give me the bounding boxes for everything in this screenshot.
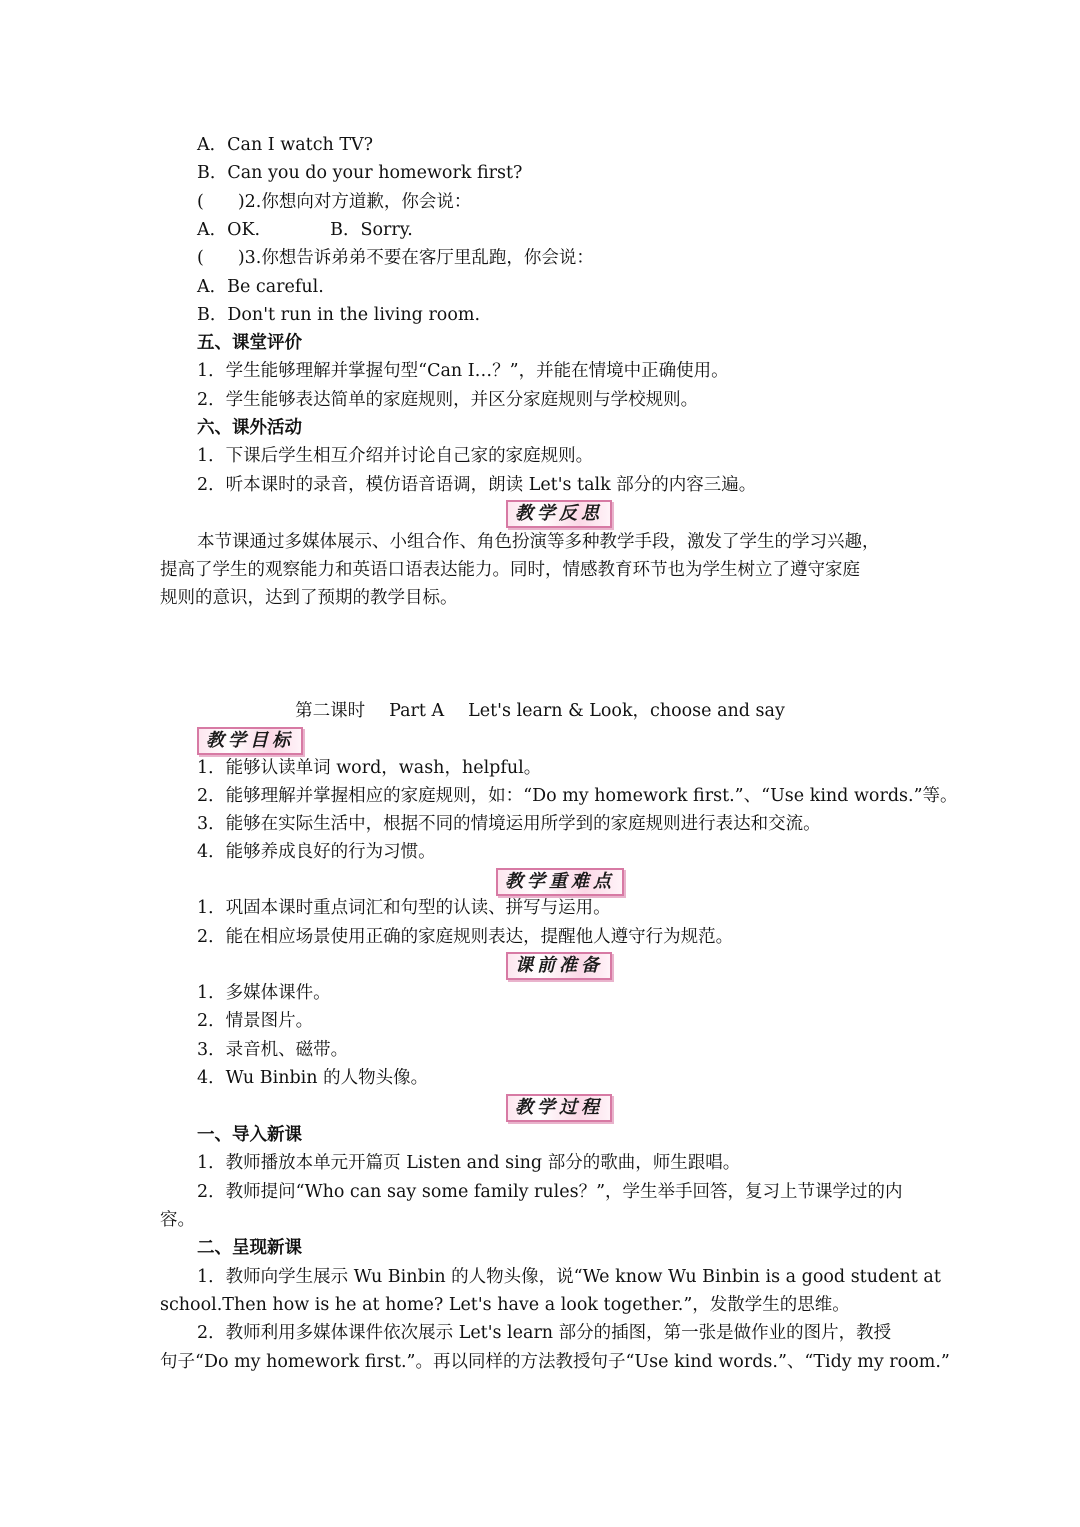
question-text: )3.你想告诉弟弟不要在客厅里乱跑，你会说：: [237, 248, 594, 268]
list-item: 1．多媒体课件。: [197, 983, 331, 1003]
question-paren-open: (: [197, 192, 204, 212]
paragraph-line: 2．教师提问“Who can say some family rules？”，学生举手回答，复习上节课学过的内: [197, 1182, 903, 1202]
question-3: [197, 244, 594, 272]
list-item: 1．巩固本课时重点词汇和句型的认读、拼写与运用。: [197, 898, 611, 918]
list-item: 1．下课后学生相互介绍并讨论自己家的家庭规则。: [197, 446, 594, 466]
list-item: 2．情景图片。: [197, 1011, 314, 1031]
list-item: 2．学生能够表达简单的家庭规则，并区分家庭规则与学校规则。: [197, 390, 699, 410]
lesson-title: [0, 697, 1080, 725]
section-heading: 五、课堂评价: [197, 333, 302, 353]
question-2-options: [197, 216, 413, 244]
list-item: 2．能在相应场景使用正确的家庭规则表达，提醒他人遵守行为规范。: [197, 927, 734, 947]
preparation-badge: 课前准备: [506, 952, 612, 980]
paragraph-line: 本节课通过多媒体展示、小组合作、角色扮演等多种教学手段，激发了学生的学习兴趣，: [197, 532, 880, 552]
paragraph-line: school.Then how is he at home? Let's have a look together.”，发散学生的思维。: [160, 1295, 850, 1315]
question-text: )2.你想向对方道歉，你会说：: [237, 192, 472, 212]
reflection-badge: 教学反思: [506, 500, 612, 528]
option-line: A．Can I watch TV?: [197, 135, 374, 155]
objectives-badge: 教学目标: [197, 727, 303, 755]
option-b: B．Sorry.: [330, 220, 413, 240]
paragraph-line: 提高了学生的观察能力和英语口语表达能力。同时，情感教育环节也为学生树立了遵守家庭: [160, 560, 860, 580]
list-item: 1．能够认读单词 word，wash，helpful。: [197, 758, 542, 778]
list-item: 3．能够在实际生活中，根据不同的情境运用所学到的家庭规则进行表达和交流。: [197, 814, 821, 834]
paragraph-line: 2．教师利用多媒体课件依次展示 Let's learn 部分的插图，第一张是做作业的图片，教授: [197, 1323, 892, 1343]
option-line: B．Don't run in the living room.: [197, 305, 481, 325]
process-badge: 教学过程: [506, 1094, 612, 1122]
list-item: 1．学生能够理解并掌握句型“Can I…？”，并能在情境中正确使用。: [197, 361, 729, 381]
section-heading: 一、导入新课: [197, 1125, 302, 1145]
list-item: 4．能够养成良好的行为习惯。: [197, 842, 436, 862]
paragraph-line: 1．教师向学生展示 Wu Binbin 的人物头像，说“We know Wu Binbin is a good student at: [197, 1267, 941, 1287]
option-line: A．Be careful.: [197, 277, 324, 297]
option-a: A．OK.: [197, 220, 261, 240]
question-paren-open: (: [197, 248, 204, 268]
list-item: 2．能够理解并掌握相应的家庭规则，如：“Do my homework first.”、“Use kind words.”等。: [197, 786, 958, 806]
question-2: [197, 188, 471, 216]
list-item: 2．听本课时的录音，模仿语音语调，朗读 Let's talk 部分的内容三遍。: [197, 475, 757, 495]
key-points-badge: 教学重难点: [496, 868, 624, 896]
list-item: 4．Wu Binbin 的人物头像。: [197, 1068, 429, 1088]
paragraph-line: 容。: [160, 1210, 195, 1230]
lesson-part: Part A: [389, 701, 445, 721]
paragraph-line: 句子“Do my homework first.”。再以同样的方法教授句子“Use kind words.”、“Tidy my room.”: [160, 1352, 950, 1372]
lesson-number: 第二课时: [295, 701, 366, 721]
list-item: 3．录音机、磁带。: [197, 1040, 349, 1060]
paragraph-line: 规则的意识，达到了预期的教学目标。: [160, 588, 458, 608]
option-line: B．Can you do your homework first?: [197, 163, 523, 183]
paragraph-line: 1．教师播放本单元开篇页 Listen and sing 部分的歌曲，师生跟唱。: [197, 1153, 741, 1173]
section-heading: 六、课外活动: [197, 418, 302, 438]
section-heading: 二、呈现新课: [197, 1238, 302, 1258]
lesson-subtitle: Let's learn & Look，choose and say: [468, 701, 785, 721]
